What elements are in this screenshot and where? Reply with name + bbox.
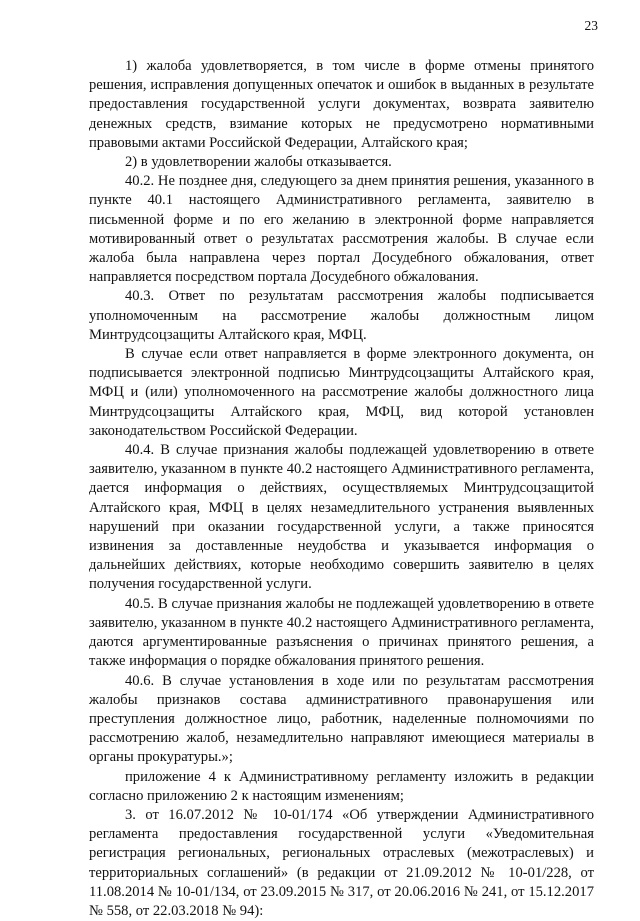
paragraph-6: 40.4. В случае признания жалобы подлежащей удовлетворению в ответе заявителю, указанном в пункте 40.2 настоящего Административного регламента, дается информация о действиях, осуществляемых Минтрудсоцзащитой Алтайского края, МФЦ в целях незамедлительного устранения выявленных нарушений при оказании государственной услуги, а также приносятся извинения за доставленные неудобства и указывается информация о дальнейших действиях, которые необходимо совершить заявителю в целях получения государственной услуги. — [89, 442, 594, 593]
paragraph-7: 40.5. В случае признания жалобы не подлежащей удовлетворению в ответе заявителю, указанном в пункте 40.2 настоящего Административного регламента, даются аргументированные разъяснения о причинах принятого решения, а также информация о порядке обжалования принятого решения. — [89, 595, 594, 670]
document-body — [89, 57, 594, 921]
paragraph-10: 3. от 16.07.2012 № 10-01/174 «Об утверждении Административного регламента предоставления государственной услуги «Уведомительная регистрация региональных, региональных отраслевых (межотраслевых) и территориальных соглашений» (в редакции от 21.09.2012 № 10-01/228, от 11.08.2014 № 10-01/134, от 23.09.2015 № 317, от 20.06.2016 № 241, от 15.12.2017 № 558, от 22.03.2018 № 94): — [89, 806, 594, 919]
paragraph-4: 40.3. Ответ по результатам рассмотрения жалобы подписывается уполномоченным на рассмотрение жалобы должностным лицом Минтрудсоцзащиты Алтайского края, МФЦ. — [89, 288, 594, 343]
page-number: 23 — [584, 18, 598, 33]
paragraph-5: В случае если ответ направляется в форме электронного документа, он подписывается электронной подписью Минтрудсоцзащиты Алтайского края, МФЦ и (или) уполномоченного на рассмотрение жалобы должностного лица Минтрудсоцзащиты Алтайского края, МФЦ, вид которой установлен законодательством Российской Федерации. — [89, 346, 594, 439]
paragraph-2: 2) в удовлетворении жалобы отказывается. — [125, 154, 392, 171]
paragraph-1: 1) жалоба удовлетворяется, в том числе в форме отмены принятого решения, исправления допущенных опечаток и ошибок в выданных в результате предоставления государственной услуги документах, возврата заявителю денежных средств, взимание которых не предусмотрено нормативными правовыми актами Российской Федерации, Алтайского края; — [89, 58, 594, 151]
paragraph-3: 40.2. Не позднее дня, следующего за днем принятия решения, указанного в пункте 40.1 настоящего Административного регламента, заявителю в письменной форме и по его желанию в электронной форме направляется мотивированный ответ о результатах рассмотрения жалобы. В случае если жалоба была направлена через портал Досудебного обжалования, ответ направляется посредством портала Досудебного обжалования. — [89, 173, 594, 286]
paragraph-8: 40.6. В случае установления в ходе или по результатам рассмотрения жалобы признаков состава административного правонарушения или преступления должностное лицо, работник, наделенные полномочиями по рассмотрению жалоб, незамедлительно направляют имеющиеся материалы в органы прокуратуры.»; — [89, 672, 594, 766]
paragraph-9: приложение 4 к Административному регламенту изложить в редакции согласно приложению 2 к настоящим изменениям; — [89, 768, 594, 804]
